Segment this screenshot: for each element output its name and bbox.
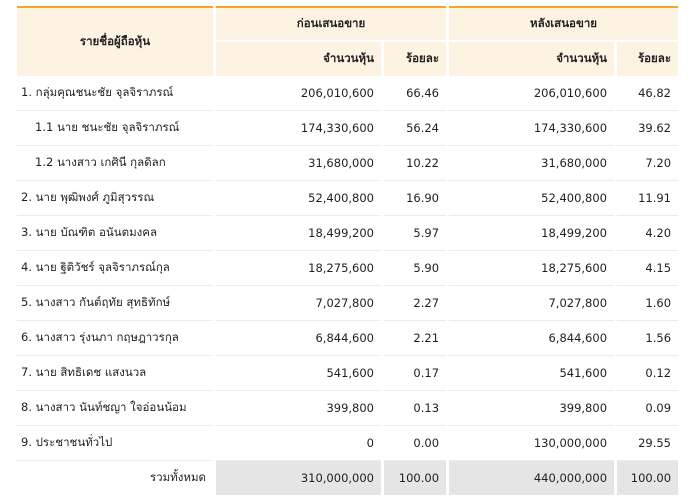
holder-name: 4. นาย ฐิติวัชร์ จุลจิราภรณ์กุล bbox=[17, 251, 213, 286]
before-shares: 399,800 bbox=[216, 391, 381, 426]
table-body bbox=[17, 76, 678, 495]
holder-name: 3. นาย บัณฑิต อนันตมงคล bbox=[17, 216, 213, 251]
after-percent: 11.91 bbox=[617, 181, 678, 216]
before-percent: 56.24 bbox=[384, 111, 446, 146]
table-row bbox=[17, 76, 678, 111]
after-shares: 399,800 bbox=[449, 391, 614, 426]
table-row bbox=[17, 181, 678, 216]
table-row bbox=[17, 391, 678, 426]
after-percent: 7.20 bbox=[617, 146, 678, 181]
after-shares: 18,499,200 bbox=[449, 216, 614, 251]
before-percent: 10.22 bbox=[384, 146, 446, 181]
table-row bbox=[17, 321, 678, 356]
total-before-percent: 100.00 bbox=[384, 461, 446, 495]
before-percent: 2.21 bbox=[384, 321, 446, 356]
after-percent: 29.55 bbox=[617, 426, 678, 461]
header-holder: รายชื่อผู้ถือหุ้น bbox=[17, 6, 213, 76]
table-header bbox=[17, 6, 678, 76]
before-percent: 5.97 bbox=[384, 216, 446, 251]
holder-name: 9. ประชาชนทั่วไป bbox=[17, 426, 213, 461]
before-shares: 0 bbox=[216, 426, 381, 461]
total-before-shares: 310,000,000 bbox=[216, 461, 381, 495]
after-shares: 206,010,600 bbox=[449, 76, 614, 111]
table-row bbox=[17, 286, 678, 321]
table-row bbox=[17, 426, 678, 461]
after-percent: 46.82 bbox=[617, 76, 678, 111]
before-shares: 18,275,600 bbox=[216, 251, 381, 286]
before-shares: 31,680,000 bbox=[216, 146, 381, 181]
after-percent: 4.20 bbox=[617, 216, 678, 251]
holder-name: 1.2 นางสาว เกศินี กุลดิลก bbox=[17, 146, 213, 181]
after-shares: 130,000,000 bbox=[449, 426, 614, 461]
before-percent: 0.17 bbox=[384, 356, 446, 391]
table-row bbox=[17, 251, 678, 286]
before-shares: 6,844,600 bbox=[216, 321, 381, 356]
before-shares: 52,400,800 bbox=[216, 181, 381, 216]
shareholder-table bbox=[14, 6, 681, 495]
after-percent: 0.12 bbox=[617, 356, 678, 391]
holder-name: 1. กลุ่มคุณชนะชัย จุลจิราภรณ์ bbox=[17, 76, 213, 111]
holder-name: 8. นางสาว นันท์ชญา ใจอ่อนน้อม bbox=[17, 391, 213, 426]
holder-name: 6. นางสาว รุ่งนภา กฤษฎาวรกุล bbox=[17, 321, 213, 356]
table-row bbox=[17, 146, 678, 181]
after-percent: 4.15 bbox=[617, 251, 678, 286]
before-percent: 0.13 bbox=[384, 391, 446, 426]
after-shares: 174,330,600 bbox=[449, 111, 614, 146]
total-after-shares: 440,000,000 bbox=[449, 461, 614, 495]
total-after-percent: 100.00 bbox=[617, 461, 678, 495]
after-shares: 7,027,800 bbox=[449, 286, 614, 321]
before-percent: 66.46 bbox=[384, 76, 446, 111]
before-percent: 5.90 bbox=[384, 251, 446, 286]
header-after-percent: ร้อยละ bbox=[617, 40, 678, 76]
header-before: ก่อนเสนอขาย bbox=[216, 6, 446, 40]
before-shares: 174,330,600 bbox=[216, 111, 381, 146]
holder-name: 2. นาย พุฒิพงศ์ ภูมิสุวรรณ bbox=[17, 181, 213, 216]
holder-name: 1.1 นาย ชนะชัย จุลจิราภรณ์ bbox=[17, 111, 213, 146]
holder-name: 5. นางสาว กันต์ฤทัย สุทธิทักษ์ bbox=[17, 286, 213, 321]
after-shares: 52,400,800 bbox=[449, 181, 614, 216]
after-shares: 6,844,600 bbox=[449, 321, 614, 356]
table-row bbox=[17, 356, 678, 391]
before-percent: 2.27 bbox=[384, 286, 446, 321]
header-before-shares: จำนวนหุ้น bbox=[216, 40, 381, 76]
header-after-shares: จำนวนหุ้น bbox=[449, 40, 614, 76]
header-before-percent: ร้อยละ bbox=[384, 40, 446, 76]
after-percent: 1.56 bbox=[617, 321, 678, 356]
after-percent: 0.09 bbox=[617, 391, 678, 426]
before-shares: 206,010,600 bbox=[216, 76, 381, 111]
holder-name: 7. นาย สิทธิเดช แสงนวล bbox=[17, 356, 213, 391]
after-shares: 541,600 bbox=[449, 356, 614, 391]
header-after: หลังเสนอขาย bbox=[449, 6, 678, 40]
before-percent: 16.90 bbox=[384, 181, 446, 216]
before-shares: 7,027,800 bbox=[216, 286, 381, 321]
after-percent: 39.62 bbox=[617, 111, 678, 146]
total-label: รวมทั้งหมด bbox=[149, 470, 206, 484]
after-shares: 18,275,600 bbox=[449, 251, 614, 286]
after-percent: 1.60 bbox=[617, 286, 678, 321]
table-row bbox=[17, 216, 678, 251]
before-percent: 0.00 bbox=[384, 426, 446, 461]
before-shares: 541,600 bbox=[216, 356, 381, 391]
before-shares: 18,499,200 bbox=[216, 216, 381, 251]
table-row bbox=[17, 111, 678, 146]
after-shares: 31,680,000 bbox=[449, 146, 614, 181]
total-row bbox=[17, 461, 678, 495]
